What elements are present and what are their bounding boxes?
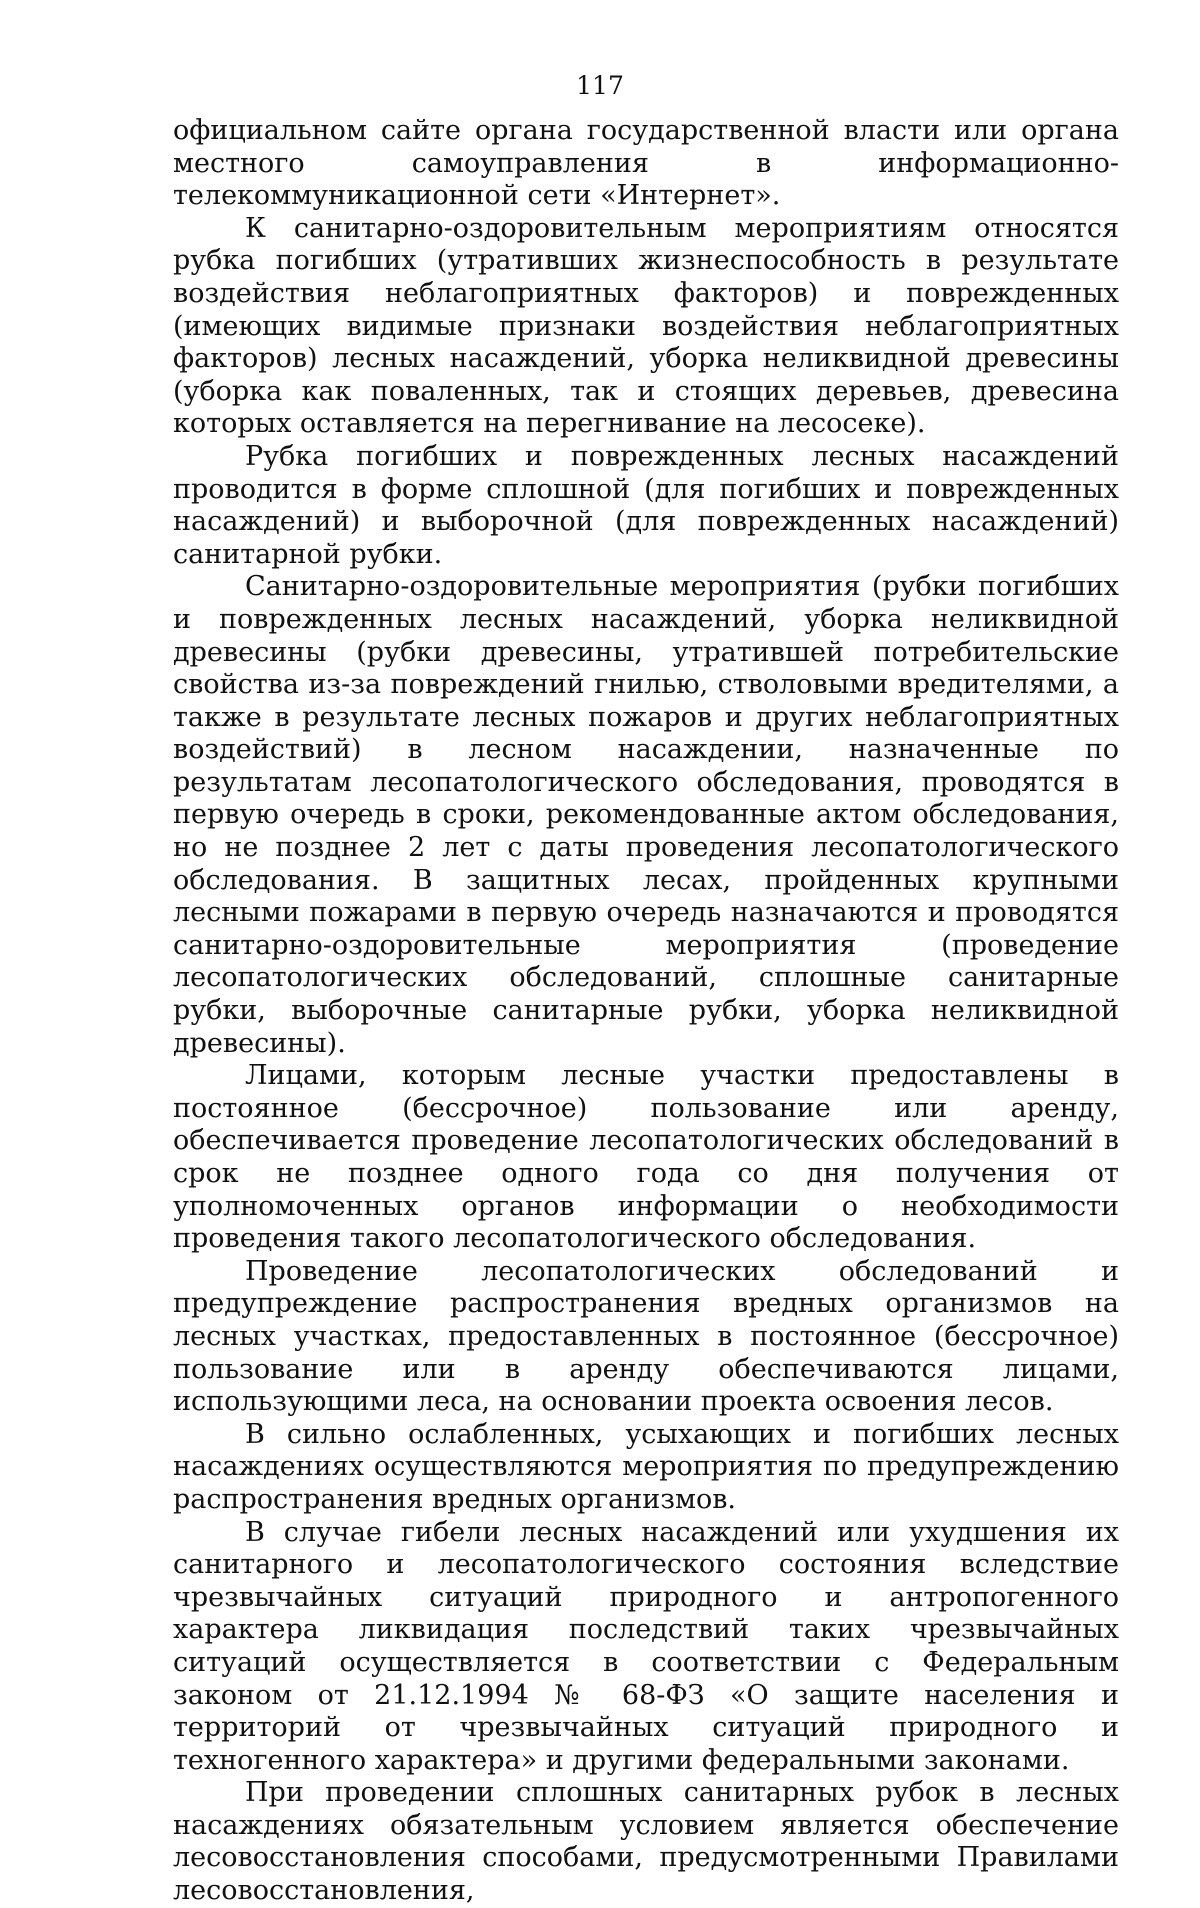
paragraph-3: Рубка погибших и поврежденных лесных насаждений проводится в форме сплошной (для погибших и поврежденных насаждений) и выборочной (для поврежденных насаждений) санитарной рубки. <box>173 440 1119 570</box>
paragraph-4: Санитарно-оздоровительные мероприятия (рубки погибших и поврежденных лесных насаждений, уборка неликвидной древесины (рубки древесины, утратившей потребительские свойства из-за повреждений гнилью, стволовыми вредителями, а также в результате лесных пожаров и других неблагоприятных воздействий) в лесном насаждении, назначенные по результатам лесопатологического обследования, проводятся в первую очередь в сроки, рекомендованные актом обследования, но не позднее 2 лет с даты проведения лесопатологического обследования. В защитных лесах, пройденных крупными лесными пожарами в первую очередь назначаются и проводятся санитарно-оздоровительные мероприятия (проведение лесопатологических обследований, сплошные санитарные рубки, выборочные санитарные рубки, уборка неликвидной древесины). <box>173 571 1119 1059</box>
paragraph-8: В случае гибели лесных насаждений или ухудшения их санитарного и лесопатологического состояния вследствие чрезвычайных ситуаций природного и антропогенного характера ликвидация последствий таких чрезвычайных ситуаций осуществляется в соответствии с Федеральным законом от 21.12.1994 № 68-ФЗ «О защите населения и территорий от чрезвычайных ситуаций природного и техногенного характера» и другими федеральными законами. <box>173 1516 1119 1776</box>
document-body <box>173 115 1119 1908</box>
paragraph-2: К санитарно-оздоровительным мероприятиям относятся рубка погибших (утративших жизнеспособность в результате воздействия неблагоприятных факторов) и поврежденных (имеющих видимые признаки воздействия неблагоприятных факторов) лесных насаждений, уборка неликвидной древесины (уборка как поваленных, так и стоящих деревьев, древесина которых оставляется на перегнивание на лесосеке). <box>173 212 1119 440</box>
paragraph-9: При проведении сплошных санитарных рубок в лесных насаждениях обязательным условием является обеспечение лесовосстановления способами, предусмотренными Правилами лесовосстановления, <box>173 1777 1119 1907</box>
paragraph-1: официальном сайте органа государственной власти или органа местного самоуправления в информационно-телекоммуникационной сети «Интернет». <box>173 115 1119 212</box>
page-number: 117 <box>576 71 624 100</box>
paragraph-6: Проведение лесопатологических обследований и предупреждение распространения вредных организмов на лесных участках, предоставленных в постоянное (бессрочное) пользование или в аренду обеспечиваются лицами, использующими леса, на основании проекта освоения лесов. <box>173 1255 1119 1418</box>
paragraph-7: В сильно ослабленных, усыхающих и погибших лесных насаждениях осуществляются мероприятия по предупреждению распространения вредных организмов. <box>173 1418 1119 1515</box>
paragraph-5: Лицами, которым лесные участки предоставлены в постоянное (бессрочное) пользование или аренду, обеспечивается проведение лесопатологических обследований в срок не позднее одного года со дня получения от уполномоченных органов информации о необходимости проведения такого лесопатологического обследования. <box>173 1060 1119 1255</box>
